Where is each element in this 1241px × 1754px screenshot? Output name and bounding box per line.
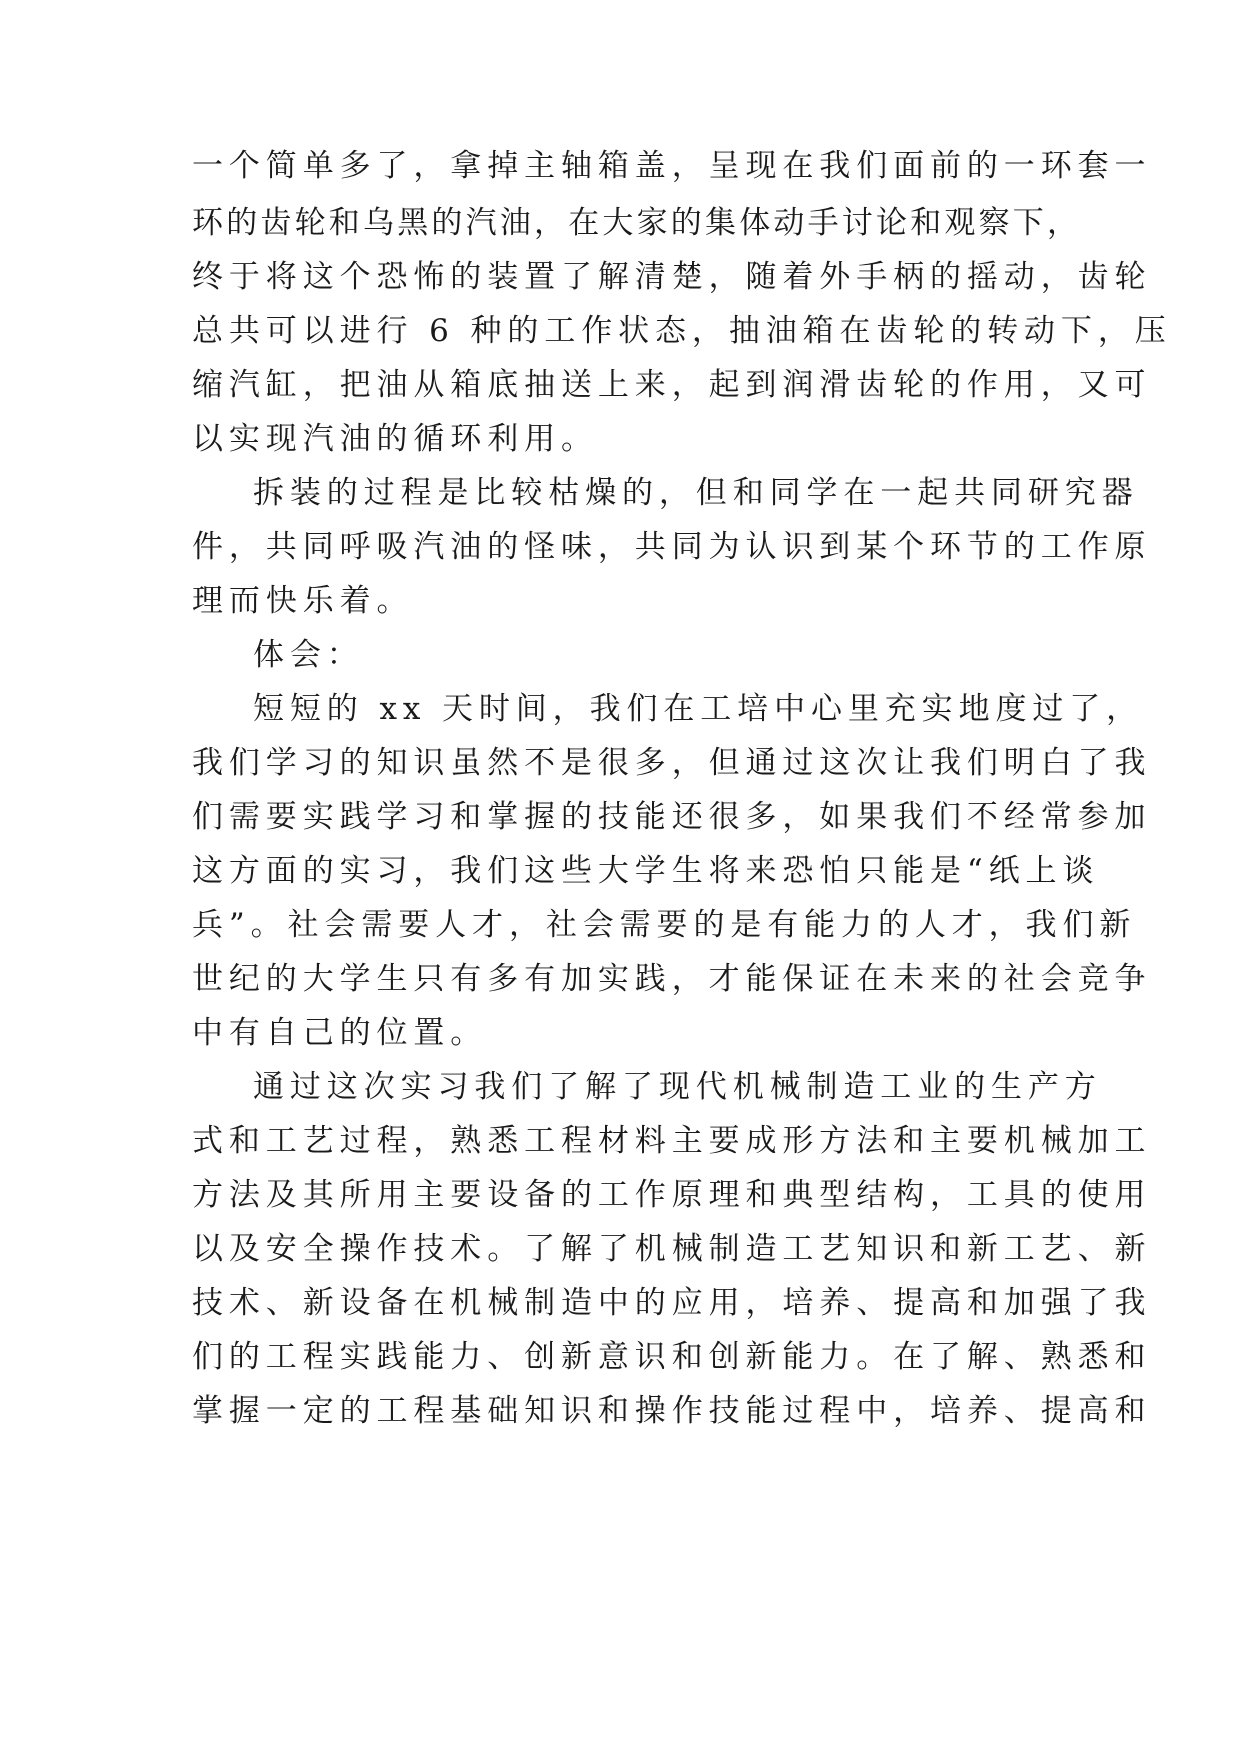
text-line: 件，共同呼吸汽油的怪味，共同为认识到某个环节的工作原	[192, 529, 1152, 565]
text-line: 终于将这个恐怖的装置了解清楚，随着外手柄的摇动，齿轮	[192, 259, 1152, 295]
text-line: 通过这次实习我们了解了现代机械制造工业的生产方	[253, 1069, 1102, 1105]
text-line: 世纪的大学生只有多有加实践，才能保证在未来的社会竞争	[192, 961, 1152, 997]
text-line: 式和工艺过程，熟悉工程材料主要成形方法和主要机械加工	[192, 1123, 1152, 1159]
text-line: 们需要实践学习和掌握的技能还很多，如果我们不经常参加	[192, 799, 1152, 835]
text-line: 缩汽缸，把油从箱底抽送上来，起到润滑齿轮的作用，又可	[192, 367, 1152, 403]
text-line: 总共可以进行 6 种的工作状态，抽油箱在齿轮的转动下，压	[192, 313, 1172, 349]
text-line: 中有自己的位置。	[192, 1015, 488, 1051]
section-heading: 体会：	[253, 637, 364, 673]
text-line: 理而快乐着。	[192, 583, 414, 619]
text-line: 一个简单多了，拿掉主轴箱盖，呈现在我们面前的一环套一	[192, 148, 1152, 184]
text-line: 方法及其所用主要设备的工作原理和典型结构，工具的使用	[192, 1177, 1152, 1213]
text-line: 技术、新设备在机械制造中的应用，培养、提高和加强了我	[192, 1285, 1152, 1321]
text-line: 短短的 xx 天时间，我们在工培中心里充实地度过了，	[253, 691, 1144, 727]
text-line: 以实现汽油的循环利用。	[192, 421, 598, 457]
text-line: 掌握一定的工程基础知识和操作技能过程中，培养、提高和	[192, 1393, 1152, 1429]
text-line: 以及安全操作技术。了解了机械制造工艺知识和新工艺、新	[192, 1231, 1152, 1267]
text-line: 拆装的过程是比较枯燥的，但和同学在一起共同研究器	[253, 475, 1139, 511]
text-line: 环的齿轮和乌黑的汽油，在大家的集体动手讨论和观察下，	[192, 205, 1082, 241]
text-line: 我们学习的知识虽然不是很多，但通过这次让我们明白了我	[192, 745, 1152, 781]
text-line: 兵”。社会需要人才，社会需要的是有能力的人才，我们新	[192, 907, 1137, 943]
text-line: 们的工程实践能力、创新意识和创新能力。在了解、熟悉和	[192, 1339, 1152, 1375]
text-line: 这方面的实习，我们这些大学生将来恐怕只能是“纸上谈	[192, 853, 1100, 889]
